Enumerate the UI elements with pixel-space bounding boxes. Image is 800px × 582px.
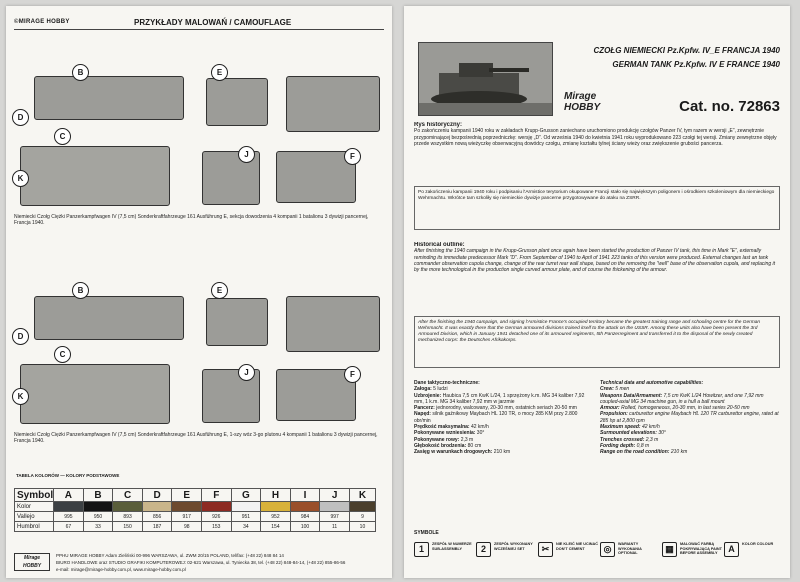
color-swatch bbox=[291, 502, 320, 511]
color-swatch bbox=[172, 502, 201, 511]
spec-key: Armour: bbox=[600, 405, 620, 412]
spec-value: jednorodny, walcowany, 20-30 mm, ostatnich seriach 20-50 mm bbox=[436, 405, 577, 412]
spec-key: Głębokość brodzenia: bbox=[414, 442, 467, 449]
color-swatch bbox=[143, 502, 172, 511]
spec-value: carburettor engine Maybach HL 120 TR carburettor engine, rated at 285 hp at 2,800 rpm bbox=[600, 411, 779, 424]
color-swatch bbox=[54, 502, 83, 511]
spec-value: 7,5 cm KwK L/24 Howitzer, and one 7,92 mm coupled-axial MG 34 machine gun, in a hull a ball mount bbox=[600, 392, 764, 405]
spec-value: Rolled, homogeneous, 20-30 mm, in last series 20-50 mm bbox=[621, 405, 750, 412]
marker-j-2: J bbox=[238, 364, 255, 381]
swatch-cell bbox=[202, 502, 232, 512]
spec-key: Uzbrojenie: bbox=[414, 392, 442, 399]
vallejo-cell: 917 bbox=[172, 512, 202, 522]
caption-profile-2: Niemiecki Czołg Ciężki Panzerkampfwagen IV (7,5 cm) Sonderkraftfahrzeuge 161 Ausführung E, 1-szy wóz 3-go plutonu 4 kompanii 1 batalionu 3 dywizji pancernej, Francja 1940. bbox=[14, 432, 378, 444]
marker-b-2: B bbox=[72, 282, 89, 299]
marker-k: K bbox=[12, 170, 29, 187]
spec-key: Weapons Data/Armament: bbox=[600, 392, 663, 399]
humbrol-cell: 98 bbox=[172, 522, 202, 532]
spec-key: Fording depth: bbox=[600, 442, 636, 449]
brand-label: ©MIRAGE HOBBY bbox=[14, 19, 70, 25]
color-table-symbol-row bbox=[15, 489, 376, 502]
humbrol-cell: 33 bbox=[83, 522, 113, 532]
humbrol-cell: 10 bbox=[349, 522, 375, 532]
color-swatch bbox=[202, 502, 231, 511]
vallejo-cell: 9 bbox=[349, 512, 375, 522]
vallejo-cell: 995 bbox=[54, 512, 84, 522]
caption-profile-1: Niemiecki Czołg Ciężki Panzerkampfwagen IV (7,5 cm) Sonderkraftfahrzeuge 161 Ausführung E, sekcja dowodzenia 4 kompanii 1 batalionu 3 dywizji pancernej, Francja 1940. bbox=[14, 214, 369, 226]
swatch-cell bbox=[54, 502, 84, 512]
symbol-cell: D bbox=[142, 489, 172, 502]
tank-side-right-2 bbox=[286, 296, 380, 352]
color-table-title: TABELA KOLORÓW — KOLORY PODSTAWOWE bbox=[16, 473, 120, 478]
title-english: GERMAN TANK Pz.Kpfw. IV E FRANCE 1940 bbox=[612, 60, 780, 69]
color-table bbox=[14, 488, 376, 532]
row-label-symbol: Symbol bbox=[15, 489, 54, 502]
spec-key: Maximum speed: bbox=[600, 424, 641, 431]
number-icon: 2 bbox=[476, 542, 491, 557]
footer-line-3: e-mail: mirage@mirage-hobby.com.pl, www.mirage-hobby.com.pl bbox=[56, 567, 186, 572]
spec-english-row bbox=[600, 411, 780, 424]
spec-value: 2,3 m bbox=[645, 436, 659, 443]
color-swatch bbox=[84, 502, 113, 511]
swatch-cell bbox=[172, 502, 202, 512]
spec-key: Pokonywane rowy: bbox=[414, 436, 460, 443]
color-swatch bbox=[113, 502, 142, 511]
spec-value: silnik gaźnikowy Maybach HL 120 TR, o mocy 285 KM przy 2.800 obr/min bbox=[414, 411, 578, 424]
color-table-swatch-row bbox=[15, 502, 376, 512]
color-swatch bbox=[232, 502, 261, 511]
symbol-paint bbox=[662, 542, 722, 564]
tank-side-right-1 bbox=[286, 76, 380, 132]
spec-english-row bbox=[600, 449, 780, 455]
symbol-label: ZESPÓŁ WYKONANY WCZEŚNIEJ SET bbox=[494, 542, 533, 551]
marker-d: D bbox=[12, 109, 29, 126]
spec-key: Zasięg w warunkach drogowych: bbox=[414, 449, 493, 456]
marker-b: B bbox=[72, 64, 89, 81]
history-english-heading: Historical outline: bbox=[414, 242, 465, 248]
marker-f-2: F bbox=[344, 366, 361, 383]
spec-key: Pokonywane wzniesienia: bbox=[414, 430, 476, 437]
spec-polish-row bbox=[414, 411, 592, 424]
tank-front-view-1 bbox=[206, 78, 268, 126]
spec-polish-row bbox=[414, 393, 592, 406]
camouflage-title: PRZYKŁADY MALOWAŃ / CAMOUFLAGE bbox=[134, 18, 292, 27]
spec-value: 5 ludzi bbox=[433, 386, 448, 393]
color-swatch bbox=[320, 502, 349, 511]
humbrol-cell: 67 bbox=[54, 522, 84, 532]
humbrol-cell: 153 bbox=[202, 522, 232, 532]
color-table-humbrol-row bbox=[15, 522, 376, 532]
marker-k-2: K bbox=[12, 388, 29, 405]
spec-key: Załoga: bbox=[414, 386, 432, 393]
left-header bbox=[14, 18, 384, 30]
spec-key: Pancerz: bbox=[414, 405, 435, 412]
symbol-label: ZESPÓŁ W NUMERZE SUB-ASSEMBLY bbox=[432, 542, 472, 551]
symbol-cell: J bbox=[320, 489, 350, 502]
color-table-vallejo-row bbox=[15, 512, 376, 522]
symbol-cell: K bbox=[349, 489, 375, 502]
spec-value: Haubica 7,5 cm KwK L/24, 1 sprzężony k.m. MG 34 kaliber 7,92 mm, 1 k.m. MG 34 kaliber 7,92 mm w jarzmie bbox=[414, 392, 585, 405]
tank-front-view-2 bbox=[206, 298, 268, 346]
spec-key: Trenches crossed: bbox=[600, 436, 645, 443]
humbrol-cell: 187 bbox=[142, 522, 172, 532]
humbrol-cell: 34 bbox=[231, 522, 261, 532]
symbol-cell: G bbox=[231, 489, 261, 502]
history-english bbox=[414, 242, 780, 312]
spec-key: Propulsion: bbox=[600, 411, 628, 418]
spec-value: 80 cm bbox=[467, 442, 482, 449]
spec-value: 42 km/h bbox=[470, 424, 489, 431]
marker-e-2: E bbox=[211, 282, 228, 299]
spec-polish-row bbox=[414, 449, 592, 455]
symbol-cell: E bbox=[172, 489, 202, 502]
swatch-cell bbox=[83, 502, 113, 512]
spec-value: 0,8 m bbox=[636, 442, 650, 449]
spec-key: Surmounted elevations: bbox=[600, 430, 657, 437]
spec-key: Range on the road condition: bbox=[600, 449, 670, 456]
symbol-cell: I bbox=[290, 489, 320, 502]
symbol-label: KOLOR COLOUR bbox=[742, 542, 774, 546]
history-polish bbox=[414, 122, 780, 194]
vallejo-cell: 926 bbox=[202, 512, 232, 522]
colour-letter-icon: A bbox=[724, 542, 739, 557]
info-box-english: After the finishing the 1940 campaign, and signing l'Armistice France's occupied territory became the greatest training range and schooling centre for the German Wehrmacht. It was exactly there that the German armoured divisions trained itself to the attack on the USSR. Among these units also have been present the 3rd Armoured Division, which in January 1941 detached one of its armoured regiments, 5th Panzerregiment and transferred it to the disposal of the newly created mechanized corps: the Deutsches Afrikakorps. bbox=[414, 316, 780, 368]
tank-photo-graphic bbox=[419, 43, 553, 116]
tank-top-view-2 bbox=[20, 364, 170, 424]
spec-english-heading: Technical data and automotive capabilities: bbox=[600, 380, 704, 386]
vallejo-cell: 997 bbox=[320, 512, 350, 522]
vallejo-cell: 893 bbox=[113, 512, 143, 522]
tank-top-view-1 bbox=[20, 146, 170, 206]
spec-english bbox=[600, 380, 780, 456]
spec-key: Napęd: bbox=[414, 411, 431, 418]
symbol-subassembly bbox=[414, 542, 474, 564]
marker-e: E bbox=[211, 64, 228, 81]
humbrol-cell: 100 bbox=[290, 522, 320, 532]
left-page bbox=[6, 6, 392, 578]
color-swatch bbox=[261, 502, 290, 511]
swatch-cell bbox=[320, 502, 350, 512]
humbrol-cell: 11 bbox=[320, 522, 350, 532]
symbol-cell: C bbox=[113, 489, 143, 502]
tank-photo bbox=[418, 42, 553, 116]
tank-side-profile-1 bbox=[34, 76, 184, 120]
right-page bbox=[404, 6, 790, 578]
history-polish-heading: Rys historyczny: bbox=[414, 122, 463, 128]
humbrol-cell: 154 bbox=[261, 522, 291, 532]
symbol-set bbox=[476, 542, 536, 564]
paint-icon: ▦ bbox=[662, 542, 677, 557]
spec-value: 2,3 m bbox=[460, 436, 474, 443]
symbol-dont-cement bbox=[538, 542, 598, 564]
vallejo-cell: 856 bbox=[142, 512, 172, 522]
color-swatch bbox=[350, 502, 375, 511]
swatch-cell bbox=[290, 502, 320, 512]
symbol-label: WARIANTY WYKONANIA OPTIONAL bbox=[618, 542, 642, 555]
tank-side-profile-2 bbox=[34, 296, 184, 340]
swatch-cell bbox=[113, 502, 143, 512]
vallejo-cell: 952 bbox=[261, 512, 291, 522]
footer-line-1: PPHU MIRAGE HOBBY Adam Zieliński 00-996 WARSZAWA, ul. ZWM 20/15 POLAND, tel/fax: (+48 22) 848 84 14 bbox=[56, 553, 284, 558]
spec-polish bbox=[414, 380, 592, 456]
symbol-cell: B bbox=[83, 489, 113, 502]
spec-value: 210 km bbox=[670, 449, 688, 456]
marker-c-2: C bbox=[54, 346, 71, 363]
spec-value: 5 men bbox=[615, 386, 630, 393]
spec-key: Prędkość maksymalna: bbox=[414, 424, 470, 431]
row-label-vallejo: Vallejo bbox=[15, 512, 54, 522]
vallejo-cell: 984 bbox=[290, 512, 320, 522]
symbols-heading: SYMBOLE bbox=[414, 530, 439, 536]
symbol-cell: A bbox=[54, 489, 84, 502]
row-label-kolor: Kolor bbox=[15, 502, 54, 512]
symbol-label: NIE KLEIĆ NIE UCINAĆ DON'T CEMENT bbox=[556, 542, 598, 551]
marker-f: F bbox=[344, 148, 361, 165]
symbol-optional bbox=[600, 542, 660, 564]
spec-value: 42 km/h bbox=[641, 424, 660, 431]
scissors-icon: ✂ bbox=[538, 542, 553, 557]
symbol-cell: F bbox=[202, 489, 232, 502]
history-polish-text: Po zakończeniu kampanii 1940 roku w zakładach Krupp-Grusson zaniechano uruchomiono produkcję czołgów Panzer IV, tym razem w wersji „E”, zewnętrznie przypominającej bezpośrednią poprzedniczkę: wersję „D”. Od września 1940 do kwietnia 1941 roku wyprodukowano 223 czołgi tej wersji. Zmiany zewnętrzne objęły przede wszystkim nową wieżyczkę obserwacyjną dowódcy czołgu, zmianę kształtu tylnej ściany wieży oraz zwiększenie grubości pancerza. bbox=[414, 128, 777, 147]
vallejo-cell: 950 bbox=[83, 512, 113, 522]
left-footer bbox=[14, 551, 384, 575]
spec-polish-heading: Dane taktyczno-techniczne: bbox=[414, 380, 480, 386]
footer-line-2: BIURO HANDLOWE oraz STUDIO GRAFIKI KOMPUTEROWEJ: 02-621 Warszawa, ul. Tyniecka 38, tel. (+48 22) 848-84-14, (+48 22) 855-86-56 bbox=[56, 560, 346, 565]
target-icon: ◎ bbox=[600, 542, 615, 557]
mirage-hobby-logo: Mirage HOBBY bbox=[564, 91, 601, 113]
swatch-cell bbox=[261, 502, 291, 512]
symbol-cell: H bbox=[261, 489, 291, 502]
symbol-label: MALOWAĆ FARBĄ POKRYWAJĄCĄ PAINT BEFORE ASSEMBLY bbox=[680, 542, 722, 555]
spec-value: 30° bbox=[476, 430, 485, 437]
marker-c: C bbox=[54, 128, 71, 145]
catalog-number: Cat. no. 72863 bbox=[679, 98, 780, 115]
history-english-text: After finishing the 1940 campaign in the Krupp-Grusson plant once again have been started the production of Panzer IV tank, this time in Mark "E", externally reminding its immediate predecessor Mark "D". From September of 1940 to April of 1941 223 tanks of this version were produced. External changes last an tank commander observation cupola change, change of the rear turret rear wall shape, based on the removing the "well" base of the observation cupola, and replacing it by the more technological in the production single curved armour plate, and of course the thickening of the armour. bbox=[414, 248, 775, 274]
swatch-cell bbox=[231, 502, 261, 512]
vallejo-cell: 951 bbox=[231, 512, 261, 522]
mirage-logo-small: Mirage HOBBY bbox=[14, 553, 50, 571]
spec-value: 30° bbox=[658, 430, 666, 437]
symbol-colour bbox=[724, 542, 780, 564]
spec-key: Crew: bbox=[600, 386, 614, 393]
info-box-polish: Po zakończeniu kampanii 1940 roku i podpisaniu l'Armistice terytorium okupowane Francji stało się największym poligonem i ośrodkiem szkoleniowym dla niemieckiego Wehrmachtu. Wkrótce tam szkoliły się niemieckie dywizje pancerne przygotowywane do ataku na ZSRR. bbox=[414, 186, 780, 230]
swatch-cell bbox=[142, 502, 172, 512]
humbrol-cell: 150 bbox=[113, 522, 143, 532]
title-polish: CZOŁG NIEMIECKI Pz.Kpfw. IV_E FRANCJA 1940 bbox=[593, 46, 780, 55]
number-icon: 1 bbox=[414, 542, 429, 557]
row-label-humbrol: Humbrol bbox=[15, 522, 54, 532]
swatch-cell bbox=[349, 502, 375, 512]
spec-english-row bbox=[600, 393, 780, 406]
marker-d-2: D bbox=[12, 328, 29, 345]
spec-value: 210 km bbox=[493, 449, 511, 456]
marker-j: J bbox=[238, 146, 255, 163]
